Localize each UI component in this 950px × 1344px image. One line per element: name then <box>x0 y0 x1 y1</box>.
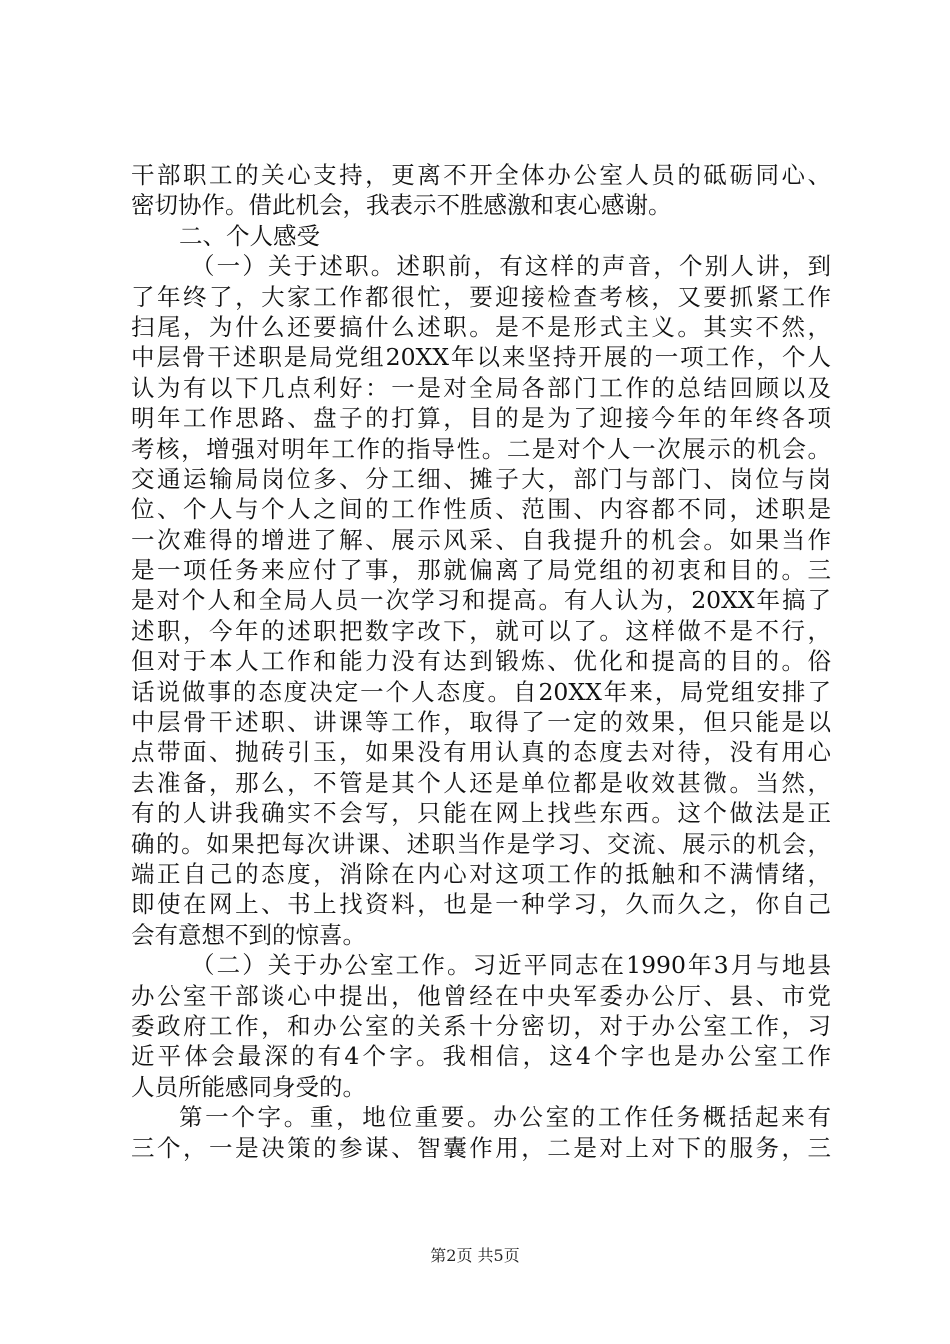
text-line: 交通运输局岗位多、分工细、摊子大，部门与部门、岗位与岗 <box>131 464 831 493</box>
text-line: 点带面、抛砖引玉，如果没有用认真的态度去对待，没有用心 <box>131 738 831 767</box>
text-line: 第一个字。重，地位重要。办公室的工作任务概括起来有 <box>179 1103 831 1132</box>
text-line: 办公室干部谈心中提出，他曾经在中央军委办公厅、县、市党 <box>131 981 831 1010</box>
text-line: 明年工作思路、盘子的打算，目的是为了迎接今年的年终各项 <box>131 404 831 433</box>
text-line: 去准备，那么，不管是其个人还是单位都是收效甚微。当然， <box>131 768 831 797</box>
text-line: （一）关于述职。述职前，有这样的声音，个别人讲，到 <box>191 252 831 281</box>
text-line: 端正自己的态度，消除在内心对这项工作的抵触和不满情绪， <box>131 859 831 888</box>
page-number: 第2页 共5页 <box>430 1246 520 1265</box>
text-line: 是一项任务来应付了事，那就偏离了局党组的初衷和目的。三 <box>131 556 831 585</box>
text-line: 认为有以下几点利好：一是对全局各部门工作的总结回顾以及 <box>131 373 831 402</box>
text-line: 中层骨干述职是局党组20XX年以来坚持开展的一项工作，个人 <box>131 343 831 372</box>
text-line: 一次难得的增进了解、展示风采、自我提升的机会。如果当作 <box>131 525 831 554</box>
text-line: 有的人讲我确实不会写，只能在网上找些东西。这个做法是正 <box>131 799 831 828</box>
text-line: 即使在网上、书上找资料，也是一种学习，久而久之，你自己 <box>131 890 831 919</box>
page-footer <box>0 1246 950 1266</box>
text-line: 位、个人与个人之间的工作性质、范围、内容都不同，述职是 <box>131 495 831 524</box>
text-line: 三个，一是决策的参谋、智囊作用，二是对上对下的服务，三 <box>131 1133 831 1162</box>
text-line: 述职，今年的述职把数字改下，就可以了。这样做不是不行， <box>131 616 831 645</box>
text-line: 扫尾，为什么还要搞什么述职。是不是形式主义。其实不然， <box>131 312 831 341</box>
text-line: 了年终了，大家工作都很忙，要迎接检查考核，又要抓紧工作 <box>131 282 831 311</box>
text-line: 但对于本人工作和能力没有达到锻炼、优化和提高的目的。俗 <box>131 647 831 676</box>
text-line: 人员所能感同身受的。 <box>131 1072 366 1101</box>
text-line: （二）关于办公室工作。习近平同志在1990年3月与地县 <box>191 951 831 980</box>
text-line: 确的。如果把每次讲课、述职当作是学习、交流、展示的机会， <box>131 829 831 858</box>
text-line: 考核，增强对明年工作的指导性。二是对个人一次展示的机会。 <box>131 434 831 463</box>
text-line: 委政府工作，和办公室的关系十分密切，对于办公室工作，习 <box>131 1011 831 1040</box>
section-heading: 二、个人感受 <box>179 221 320 250</box>
text-line: 会有意想不到的惊喜。 <box>131 920 366 949</box>
text-line: 密切协作。借此机会，我表示不胜感激和衷心感谢。 <box>131 191 672 220</box>
text-line: 话说做事的态度决定一个人态度。自20XX年来，局党组安排了 <box>131 677 831 706</box>
body-text <box>131 160 831 1163</box>
text-line: 是对个人和全局人员一次学习和提高。有人认为，20XX年搞了 <box>131 586 831 615</box>
text-line: 干部职工的关心支持，更离不开全体办公室人员的砥砺同心、 <box>131 161 831 189</box>
text-line: 中层骨干述职、讲课等工作，取得了一定的效果，但只能是以 <box>131 708 831 737</box>
text-line: 近平体会最深的有4个字。我相信，这4个字也是办公室工作 <box>131 1042 831 1071</box>
